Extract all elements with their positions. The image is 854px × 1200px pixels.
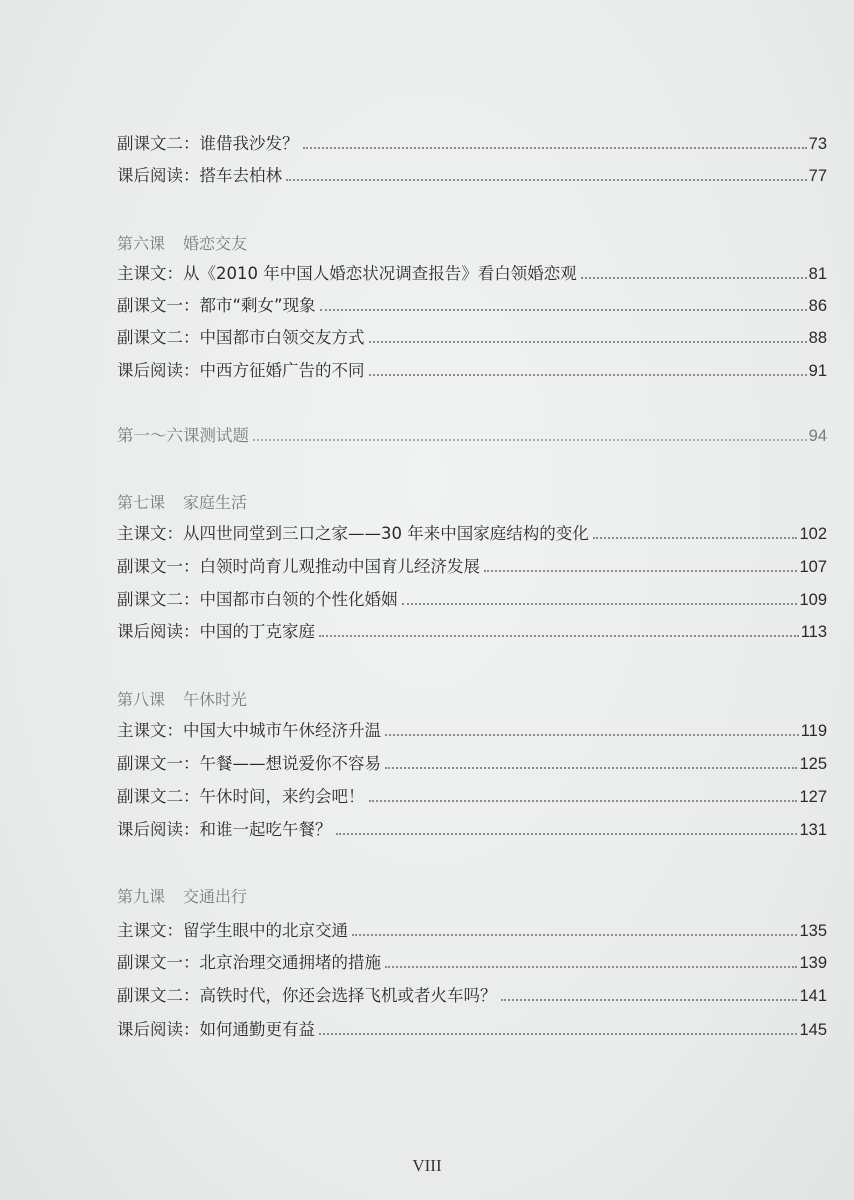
leader-dots	[369, 374, 807, 376]
entry-page: 141	[799, 987, 827, 1005]
lesson-number: 第九课	[117, 887, 166, 906]
toc-entry	[117, 325, 827, 349]
toc-entry	[117, 751, 827, 775]
leader-dots	[484, 570, 797, 572]
entry-page: 113	[800, 623, 827, 641]
entry-page: 73	[808, 135, 827, 153]
lesson-title: 婚恋交友	[183, 234, 248, 253]
leader-dots	[352, 934, 797, 936]
lesson-title: 午休时光	[183, 690, 248, 709]
entry-page: 107	[799, 558, 827, 576]
lesson-number: 第八课	[117, 690, 166, 709]
leader-dots	[385, 966, 797, 968]
lesson-heading	[117, 884, 247, 907]
lesson-heading	[117, 490, 247, 513]
entry-title: 副课文二：中国都市白领的个性化婚姻	[117, 590, 398, 609]
entry-title: 副课文一：北京治理交通拥堵的措施	[117, 953, 381, 972]
toc-entry	[117, 131, 827, 155]
entry-title: 课后阅读：中国的丁克家庭	[117, 622, 315, 641]
toc-entry	[117, 817, 827, 841]
toc-entry	[117, 950, 827, 974]
entry-page: 127	[799, 788, 827, 806]
entry-page: 88	[808, 329, 827, 347]
leader-dots	[286, 179, 807, 181]
toc-entry	[117, 718, 827, 742]
leader-dots	[253, 439, 807, 441]
toc-entry-test	[117, 423, 827, 447]
entry-page: 81	[808, 265, 827, 283]
leader-dots	[581, 277, 807, 279]
entry-title: 副课文一：都市“剩女”现象	[117, 296, 316, 315]
entry-title: 副课文二：中国都市白领交友方式	[117, 328, 365, 347]
leader-dots	[369, 341, 807, 343]
entry-title: 课后阅读：搭车去柏林	[117, 166, 282, 185]
entry-title: 副课文二：高铁时代，你还会选择飞机或者火车吗？	[117, 986, 497, 1005]
toc-entry	[117, 784, 827, 808]
entry-page: 94	[808, 427, 827, 445]
entry-page: 139	[799, 954, 827, 972]
leader-dots	[385, 767, 797, 769]
entry-title: 主课文：从《2010 年中国人婚恋状况调查报告》看白领婚恋观	[117, 264, 577, 283]
lesson-title: 家庭生活	[183, 493, 248, 512]
entry-title: 主课文：留学生眼中的北京交通	[117, 921, 348, 940]
entry-title: 课后阅读：如何通勤更有益	[117, 1020, 315, 1039]
toc-entry	[117, 587, 827, 611]
toc-entry	[117, 293, 827, 317]
toc-entry	[117, 918, 827, 942]
entry-page: 125	[799, 755, 827, 773]
leader-dots	[593, 537, 798, 539]
leader-dots	[319, 635, 799, 637]
toc-entry	[117, 358, 827, 382]
toc-entry	[117, 521, 827, 545]
leader-dots	[320, 309, 807, 311]
toc-entry	[117, 261, 827, 285]
entry-page: 102	[799, 525, 827, 543]
toc-entry	[117, 619, 827, 643]
entry-title: 课后阅读：和谁一起吃午餐？	[117, 820, 332, 839]
entry-page: 119	[800, 722, 827, 740]
entry-title: 主课文：从四世同堂到三口之家——30 年来中国家庭结构的变化	[117, 524, 589, 543]
toc-entry	[117, 163, 827, 187]
entry-page: 109	[799, 591, 827, 609]
leader-dots	[336, 833, 798, 835]
entry-title: 副课文二：谁借我沙发？	[117, 134, 299, 153]
entry-page: 131	[799, 821, 827, 839]
leader-dots	[303, 147, 807, 149]
entry-title: 课后阅读：中西方征婚广告的不同	[117, 361, 365, 380]
lesson-title: 交通出行	[183, 887, 248, 906]
leader-dots	[369, 800, 798, 802]
leader-dots	[385, 734, 799, 736]
toc-entry	[117, 1017, 827, 1041]
lesson-heading	[117, 231, 247, 254]
entry-title: 副课文一：白领时尚育儿观推动中国育儿经济发展	[117, 557, 480, 576]
entry-title: 第一～六课测试题	[117, 426, 249, 445]
entry-page: 86	[808, 297, 827, 315]
page-number: VIII	[412, 1156, 442, 1175]
entry-page: 135	[799, 922, 827, 940]
leader-dots	[319, 1033, 797, 1035]
lesson-number: 第六课	[117, 234, 166, 253]
toc-entry	[117, 554, 827, 578]
entry-page: 77	[808, 167, 827, 185]
entry-title: 主课文：中国大中城市午休经济升温	[117, 721, 381, 740]
entry-title: 副课文一：午餐——想说爱你不容易	[117, 754, 381, 773]
lesson-number: 第七课	[117, 493, 166, 512]
leader-dots	[402, 603, 798, 605]
entry-page: 145	[799, 1021, 827, 1039]
entry-title: 副课文二：午休时间，来约会吧！	[117, 787, 365, 806]
leader-dots	[501, 999, 798, 1001]
lesson-heading	[117, 687, 247, 710]
entry-page: 91	[808, 362, 827, 380]
toc-entry	[117, 983, 827, 1007]
